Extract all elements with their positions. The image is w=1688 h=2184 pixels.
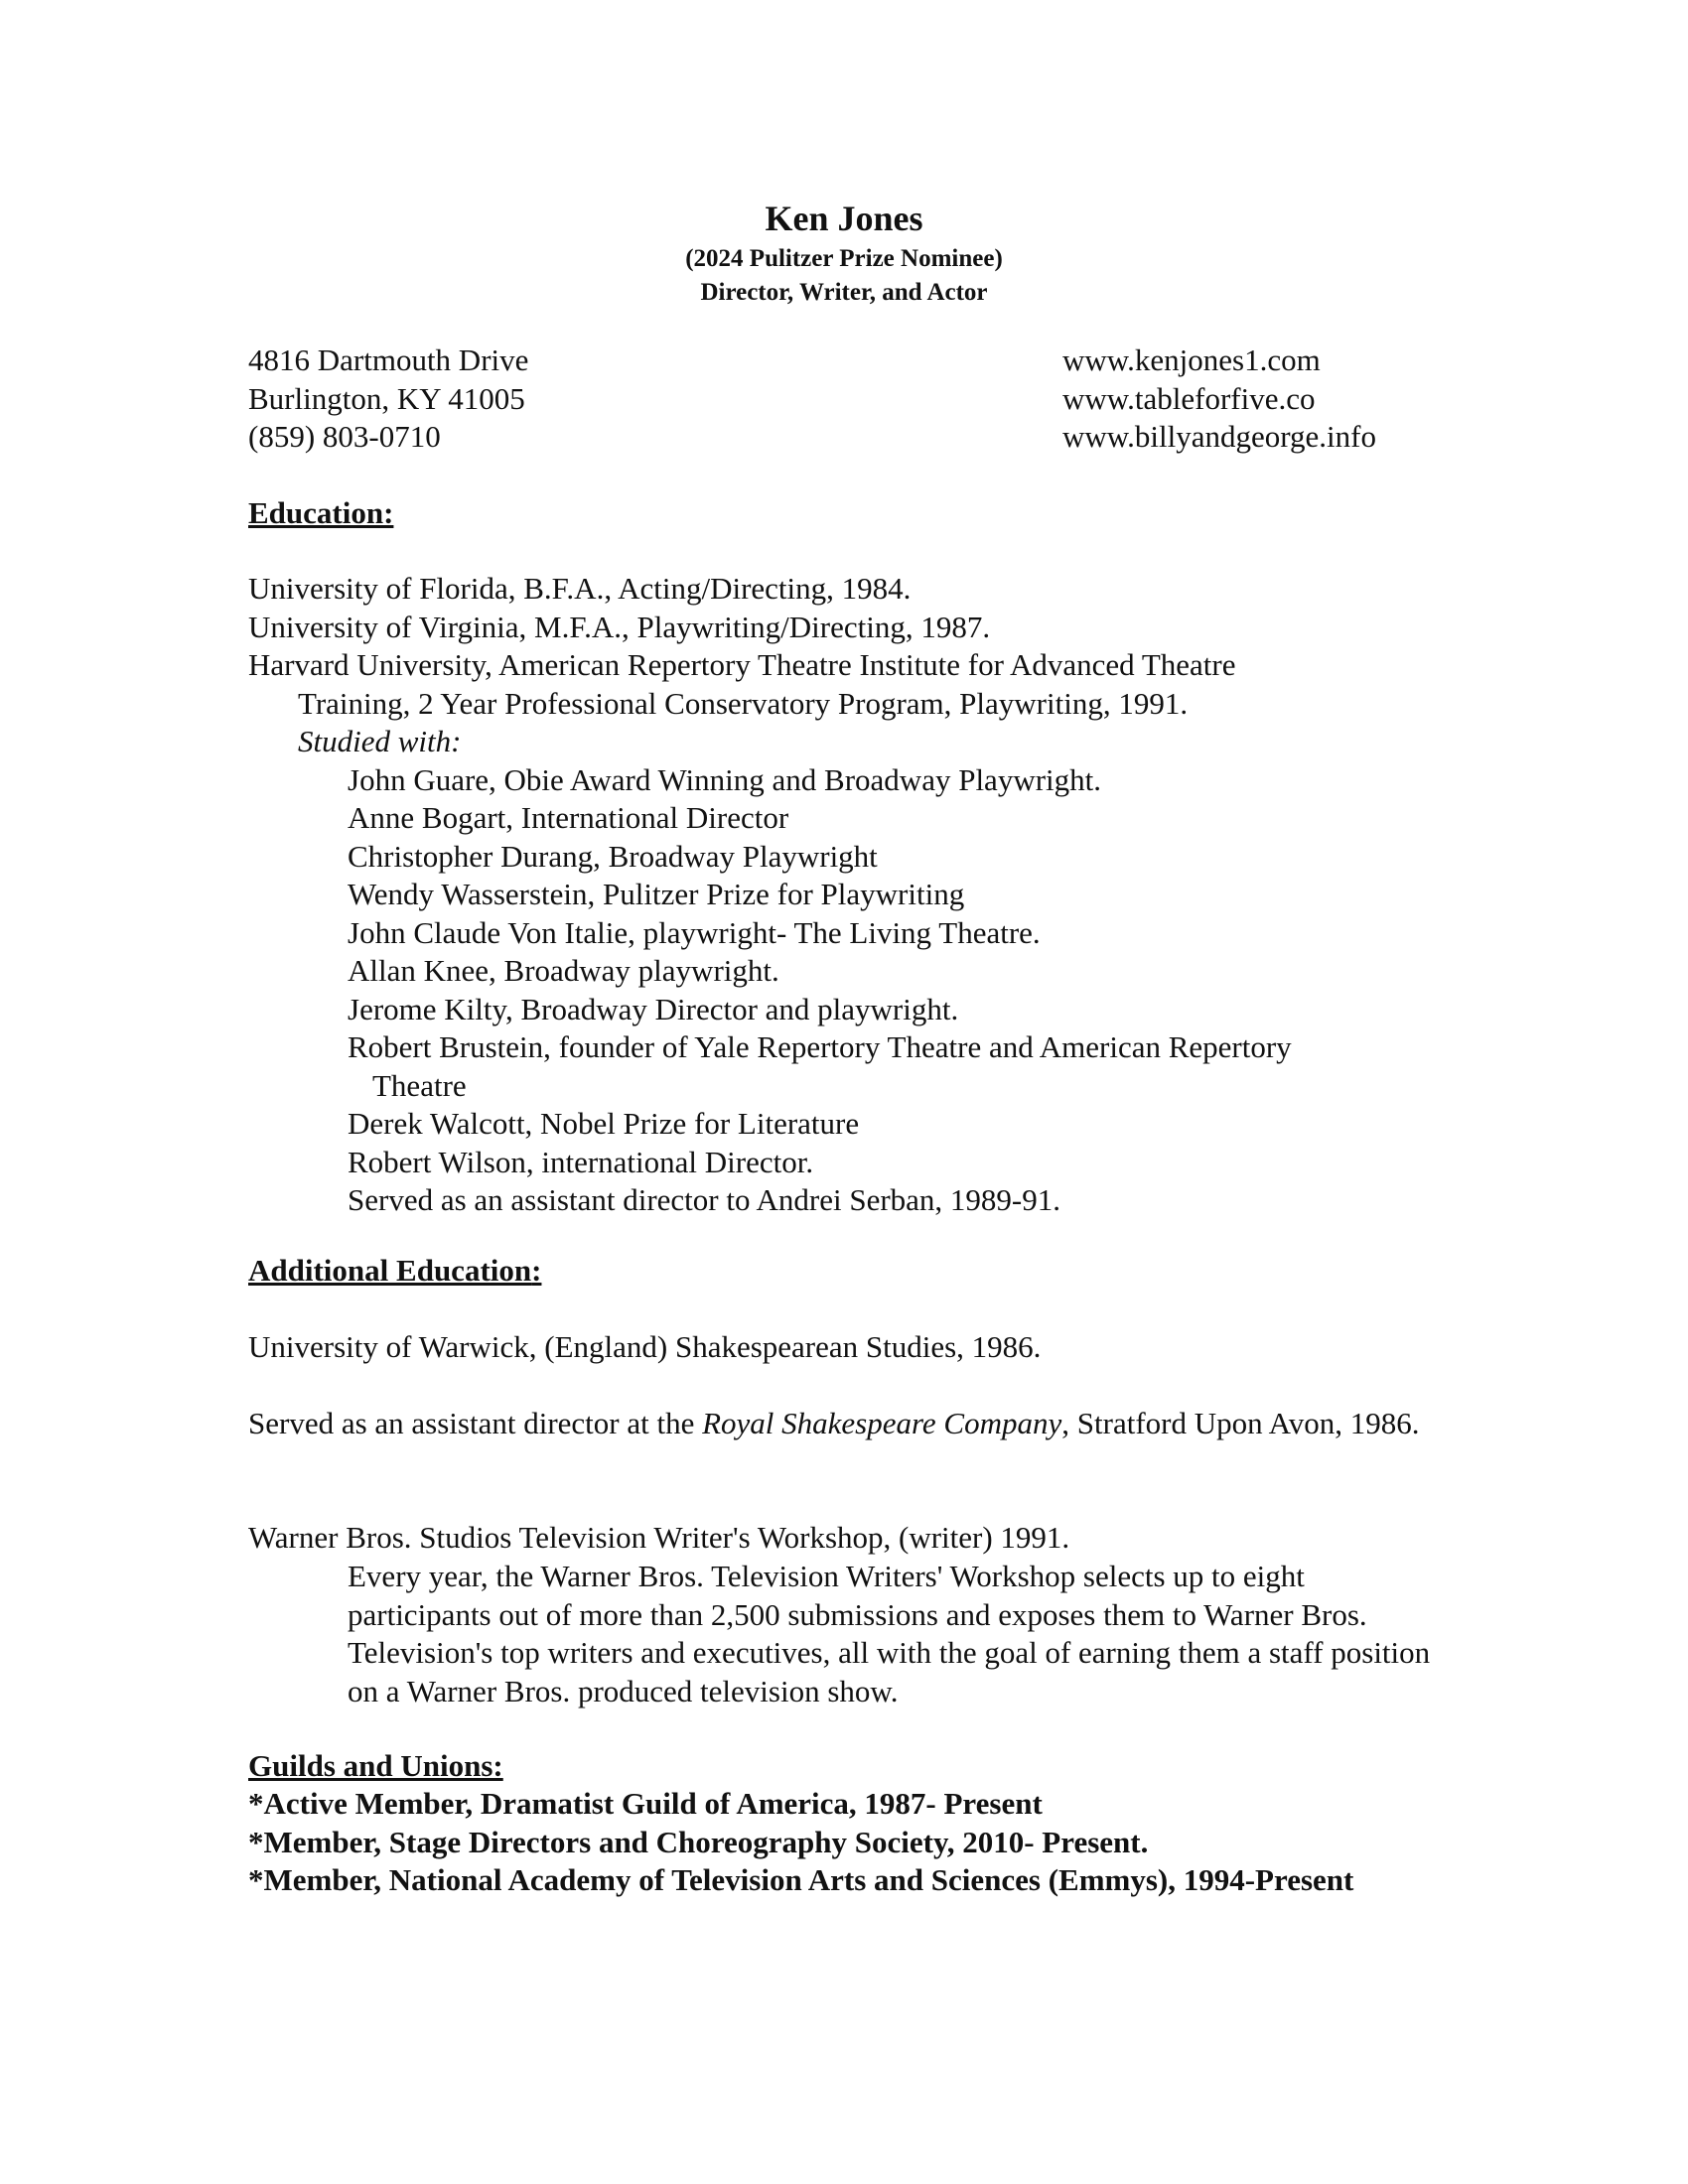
teacher-item: Robert Brustein, founder of Yale Repertory Theatre and American Repertory	[348, 1029, 1292, 1064]
teacher-item: Jerome Kilty, Broadway Director and playwright.	[348, 991, 959, 1026]
education-heading: Education:	[248, 495, 394, 530]
guild-item: *Active Member, Dramatist Guild of America, 1987- Present	[248, 1786, 1043, 1821]
nominee-note: (2024 Pulitzer Prize Nominee)	[685, 245, 1003, 272]
teacher-item: Christopher Durang, Broadway Playwright	[348, 838, 878, 874]
education-item: University of Florida, B.F.A., Acting/Directing, 1984.	[248, 571, 912, 606]
teacher-item: Derek Walcott, Nobel Prize for Literature	[348, 1106, 860, 1141]
phone-number: (859) 803-0710	[248, 419, 441, 454]
warwick-entry: University of Warwick, (England) Shakespearean Studies, 1986.	[248, 1329, 1042, 1364]
additional-education-heading-text: Additional Education	[248, 1253, 532, 1288]
teacher-item: John Claude Von Italie, playwright- The Living Theatre.	[348, 914, 1041, 950]
roles-line: Director, Writer, and Actor	[700, 279, 988, 306]
warner-workshop-title: Warner Bros. Studios Television Writer's Workshop, (writer) 1991.	[248, 1520, 1070, 1555]
resume-name: Ken Jones	[765, 199, 923, 238]
contact-websites	[1062, 341, 1376, 457]
rsc-company-name: Royal Shakespeare Company	[702, 1406, 1062, 1440]
rsc-entry	[248, 1405, 1440, 1443]
guild-list	[248, 1785, 1440, 1900]
guild-item: *Member, Stage Directors and Choreography Society, 2010- Present.	[248, 1824, 1149, 1859]
rsc-text-before: Served as an assistant director at the	[248, 1406, 703, 1440]
additional-education-heading	[248, 1252, 541, 1290]
website-link-2[interactable]: www.tableforfive.co	[1062, 380, 1316, 416]
assistant-director-note: Served as an assistant director to Andrei Serban, 1989-91.	[348, 1182, 1060, 1217]
guilds-heading: Guilds and Unions:	[248, 1748, 503, 1783]
website-link-1[interactable]: www.kenjones1.com	[1062, 342, 1321, 377]
teacher-item: Wendy Wasserstein, Pulitzer Prize for Playwriting	[348, 877, 965, 911]
rsc-text-after: , Stratford Upon Avon, 1986.	[1061, 1406, 1420, 1440]
heading-colon: :	[531, 1253, 542, 1288]
teacher-item-continued: Theatre	[372, 1067, 467, 1103]
education-item: University of Virginia, M.F.A., Playwriting/Directing, 1987.	[248, 609, 991, 644]
teacher-item: Robert Wilson, international Director.	[348, 1144, 814, 1179]
studied-with-label: Studied with:	[298, 724, 462, 758]
teacher-item: John Guare, Obie Award Winning and Broadway Playwright.	[348, 761, 1102, 797]
warner-workshop-description: Every year, the Warner Bros. Television Writers' Workshop selects up to eight participants out of more than 2,500 submissions and exposes them to Warner Bros. Television's top writers and executives, all with the goal of earning them a staff position on a Warner Bros. produced television show.	[348, 1559, 1431, 1708]
guild-item: *Member, National Academy of Television Arts and Sciences (Emmys), 1994-Present	[248, 1862, 1354, 1897]
resume-header	[0, 195, 1688, 310]
address-line-2: Burlington, KY 41005	[248, 380, 525, 416]
contact-address	[248, 341, 528, 457]
website-link-3[interactable]: www.billyandgeorge.info	[1062, 419, 1376, 454]
education-section	[248, 570, 1292, 1220]
address-line-1: 4816 Dartmouth Drive	[248, 342, 529, 377]
teacher-item: Allan Knee, Broadway playwright.	[348, 953, 779, 988]
education-item: Harvard University, American Repertory Theatre Institute for Advanced Theatre	[248, 647, 1236, 682]
education-item-continued: Training, 2 Year Professional Conservatory Program, Playwriting, 1991.	[298, 685, 1189, 721]
teacher-item: Anne Bogart, International Director	[348, 800, 789, 835]
